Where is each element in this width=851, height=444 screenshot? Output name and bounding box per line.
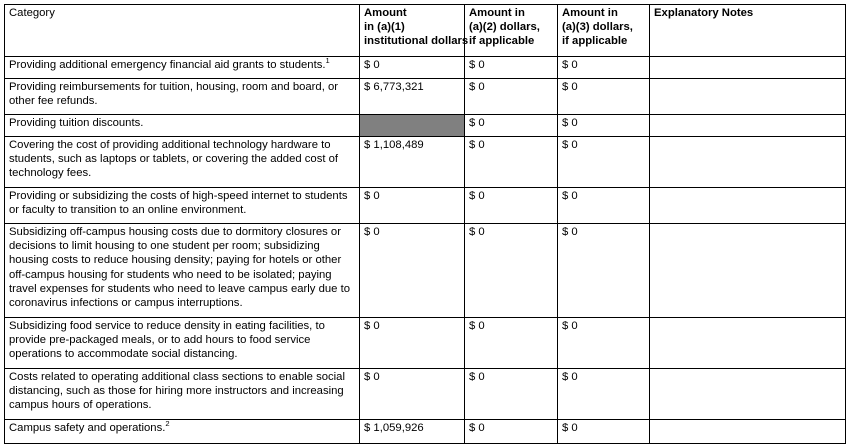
column-header-amount-a2 (465, 5, 558, 57)
column-header-amount-a3-line3: if applicable (562, 35, 628, 48)
cell-amount-a2: $ 0 (465, 224, 558, 318)
cell-amount-a1: $ 1,108,489 (360, 137, 465, 188)
header-row (5, 5, 846, 57)
cell-amount-a2: $ 0 (465, 318, 558, 369)
cell-explanatory-notes (650, 137, 846, 188)
cell-category (5, 115, 360, 137)
table-row (5, 318, 846, 369)
cell-amount-a2: $ 0 (465, 79, 558, 115)
cell-amount-a1: $ 0 (360, 224, 465, 318)
column-header-amount-a3 (558, 5, 650, 57)
cell-explanatory-notes (650, 318, 846, 369)
cell-explanatory-notes (650, 369, 846, 420)
footnote-marker: 1 (325, 56, 330, 66)
column-header-amount-a1-line1: Amount (364, 7, 407, 19)
institutional-expenditures-table (4, 4, 846, 444)
table-row (5, 224, 846, 318)
cell-amount-a2: $ 0 (465, 57, 558, 79)
column-header-amount-a3-line1: Amount in (562, 7, 618, 19)
cell-amount-a1: $ 0 (360, 318, 465, 369)
cell-amount-a1: $ 6,773,321 (360, 79, 465, 115)
cell-amount-a3: $ 0 (558, 79, 650, 115)
category-text: Subsidizing food service to reduce density in eating facilities, to provide pre-packaged meals, or to add hours to food service operations to accommodate social distancing. (9, 320, 325, 361)
column-header-amount-a1-line3: institutional dollars (364, 35, 469, 48)
table-row (5, 115, 846, 137)
column-header-amount-a1-line2: in (a)(1) (364, 21, 405, 34)
cell-amount-a2: $ 0 (465, 420, 558, 444)
cell-amount-a3: $ 0 (558, 115, 650, 137)
cell-amount-a2: $ 0 (465, 115, 558, 137)
column-header-amount-a2-line3: if applicable (469, 35, 535, 48)
cell-amount-a3: $ 0 (558, 188, 650, 224)
column-header-explanatory-notes-label: Explanatory Notes (654, 7, 754, 19)
table-row (5, 137, 846, 188)
cell-explanatory-notes (650, 224, 846, 318)
footnote-marker: 2 (165, 419, 170, 429)
cell-amount-a3: $ 0 (558, 318, 650, 369)
column-header-amount-a2-line1: Amount in (469, 7, 525, 19)
table-row (5, 420, 846, 444)
table-row (5, 57, 846, 79)
category-text: Subsidizing off-campus housing costs due to dormitory closures or decisions to limit housing to one student per room; subsidizing housing costs to reduce housing density; paying for hotels or other off-campus housing for students who need to be isolated; paying travel expenses for students who need to leave campus early due to coronavirus infections or campus interruptions. (9, 226, 350, 310)
cell-explanatory-notes (650, 420, 846, 444)
column-header-category (5, 5, 360, 57)
table-header (5, 5, 846, 57)
category-text: Providing reimbursements for tuition, housing, room and board, or other fee refunds. (9, 81, 339, 108)
table-row (5, 369, 846, 420)
cell-amount-a3: $ 0 (558, 137, 650, 188)
cell-category (5, 318, 360, 369)
category-text: Covering the cost of providing additional technology hardware to students, such as laptops or tablets, or covering the added cost of technology fees. (9, 139, 339, 180)
cell-amount-a2: $ 0 (465, 369, 558, 420)
category-text: Providing additional emergency financial aid grants to students. (9, 59, 326, 71)
category-text: Campus safety and operations. (9, 422, 166, 434)
column-header-amount-a3-line2: (a)(3) dollars, (562, 21, 633, 34)
cell-category (5, 57, 360, 79)
cell-explanatory-notes (650, 79, 846, 115)
category-text: Providing tuition discounts. (9, 117, 144, 129)
column-header-amount-a2-line2: (a)(2) dollars, (469, 21, 540, 34)
table-row (5, 188, 846, 224)
cell-amount-a2: $ 0 (465, 188, 558, 224)
cell-amount-a1: $ 0 (360, 369, 465, 420)
category-text: Costs related to operating additional class sections to enable social distancing, such as those for hiring more instructors and increasing campus hours of operations. (9, 371, 345, 412)
cell-amount-a3: $ 0 (558, 420, 650, 444)
table-row (5, 79, 846, 115)
cell-category (5, 224, 360, 318)
column-header-explanatory-notes (650, 5, 846, 57)
cell-amount-a1: $ 0 (360, 188, 465, 224)
cell-amount-a3: $ 0 (558, 224, 650, 318)
cell-category (5, 79, 360, 115)
cell-explanatory-notes (650, 188, 846, 224)
column-header-amount-a1 (360, 5, 469, 57)
cell-amount-a1: $ 0 (360, 57, 465, 79)
column-header-category-label: Category (9, 7, 55, 19)
table-body (5, 57, 846, 444)
cell-amount-a1-blocked (360, 115, 465, 137)
category-text: Providing or subsidizing the costs of high-speed internet to students or faculty to transition to an online environment. (9, 190, 348, 217)
cell-category (5, 420, 360, 444)
cell-amount-a2: $ 0 (465, 137, 558, 188)
cell-amount-a3: $ 0 (558, 57, 650, 79)
cell-amount-a3: $ 0 (558, 369, 650, 420)
cell-category (5, 188, 360, 224)
cell-explanatory-notes (650, 57, 846, 79)
cell-category (5, 137, 360, 188)
cell-category (5, 369, 360, 420)
cell-amount-a1: $ 1,059,926 (360, 420, 465, 444)
cell-explanatory-notes (650, 115, 846, 137)
